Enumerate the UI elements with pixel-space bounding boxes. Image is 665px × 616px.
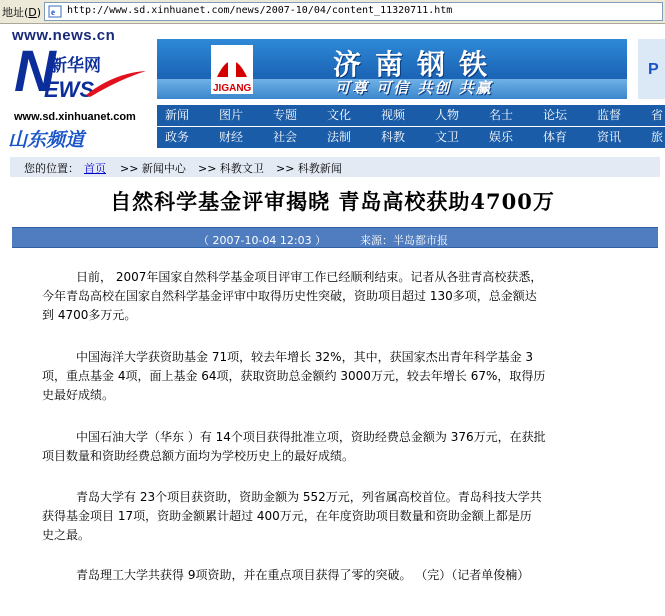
- svg-text:e: e: [51, 7, 55, 17]
- article-source: 来源：半岛都市报: [360, 234, 448, 247]
- logo-ews: EWS: [44, 77, 95, 102]
- nav-item[interactable]: 社会: [273, 130, 298, 144]
- nav-item[interactable]: 科教: [381, 130, 406, 144]
- nav-item[interactable]: 旅: [651, 130, 664, 144]
- xinhua-logo[interactable]: [4, 25, 154, 153]
- nav-row-2: [157, 127, 665, 148]
- jigang-logo-icon: [211, 45, 253, 83]
- address-bar: [0, 0, 665, 24]
- nav-item[interactable]: 财经: [219, 130, 244, 144]
- paragraph-line: 获得基金项目 17项，资助金额累计超过 400万元，在年度资助项目数量和资助金额上都是历: [42, 509, 532, 523]
- breadcrumb-item[interactable]: >> 新闻中心: [120, 162, 186, 175]
- paragraph-line: 今年青岛高校在国家自然科学基金评审中取得历史性突破，资助项目超过 130多项，总金额达: [42, 289, 537, 303]
- nav-item[interactable]: 体育: [543, 130, 568, 144]
- article-paragraph: [42, 488, 630, 544]
- paragraph-line: 青岛理工大学共获得 9项资助，并在重点项目获得了零的突破。 （完）（记者单俊楠）: [76, 568, 530, 582]
- nav-item[interactable]: 论坛: [543, 108, 568, 122]
- nav-item[interactable]: 专题: [273, 108, 298, 122]
- swoosh-icon: [84, 69, 148, 99]
- article-info-bar: [12, 227, 658, 248]
- paragraph-line: 史之最。: [42, 528, 91, 542]
- nav-item[interactable]: 文化: [327, 108, 352, 122]
- banner-slogan: 可尊 可信 共创 共赢: [335, 79, 493, 97]
- paragraph-line: 项，重点基金 4项，面上基金 64项，获取资助总金额约 3000万元，较去年增长 67%，取得历: [42, 369, 546, 383]
- nav-row-1: [157, 105, 665, 126]
- logo-brand: 新华网: [50, 56, 101, 76]
- article-paragraph: [42, 348, 630, 404]
- channel-nav: [157, 105, 665, 149]
- address-input[interactable]: [44, 2, 663, 21]
- breadcrumb-item[interactable]: >> 科教新闻: [276, 162, 342, 175]
- nav-item[interactable]: 资讯: [597, 130, 622, 144]
- page-icon: [48, 5, 62, 18]
- nav-item[interactable]: 法制: [327, 130, 352, 144]
- article-paragraph: [42, 566, 630, 586]
- article-paragraph: [42, 268, 630, 324]
- paragraph-line: 项目数量和资助经费总额方面均为学校历史上的最好成绩。: [42, 449, 355, 463]
- nav-item[interactable]: 省: [651, 108, 664, 122]
- paragraph-line: 中国海洋大学获资助基金 71项，较去年增长 32%，其中，获国家杰出青年科学基金 3: [76, 350, 534, 364]
- article-paragraph: [42, 428, 630, 466]
- article-date: （ 2007-10-04 12:03 ）: [198, 234, 327, 247]
- nav-item[interactable]: 新闻: [165, 108, 190, 122]
- breadcrumb: [10, 157, 660, 177]
- paragraph-line: 日前， 2007年国家自然科学基金项目评审工作已经顺利结束。记者从各驻青高校获悉，: [76, 270, 543, 284]
- nav-item[interactable]: 人物: [435, 108, 460, 122]
- logo-channel: 山东频道: [8, 129, 85, 151]
- logo-www: www.news.cn: [12, 27, 116, 44]
- paragraph-line: 青岛大学有 23个项目获资助，资助金额为 552万元，列省属高校首位。青岛科技大学共: [76, 490, 542, 504]
- nav-item[interactable]: 娱乐: [489, 130, 514, 144]
- paragraph-line: 史最好成绩。: [42, 388, 115, 402]
- nav-item[interactable]: 名士: [489, 108, 514, 122]
- nav-item[interactable]: 监督: [597, 108, 622, 122]
- article-title: 自然科学基金评审揭晓 青岛高校获助4700万: [110, 189, 555, 214]
- banner-title: 济南钢铁: [333, 48, 502, 81]
- address-label: 地址(D): [2, 6, 42, 19]
- nav-item[interactable]: 文卫: [435, 130, 460, 144]
- nav-item[interactable]: 政务: [165, 130, 190, 144]
- address-url: http://www.sd.xinhuanet.com/news/2007-10/04/content_11320711.htm: [67, 5, 453, 16]
- breadcrumb-home[interactable]: 首页: [84, 162, 106, 175]
- logo-sd-url: www.sd.xinhuanet.com: [14, 111, 136, 123]
- paragraph-line: 中国石油大学（华东 ）有 14个项目获得批准立项，资助经费总金额为 376万元，在获批: [76, 430, 546, 444]
- jigang-logo-text: JIGANG: [213, 83, 252, 94]
- breadcrumb-label: 您的位置：: [24, 162, 79, 175]
- breadcrumb-home-link[interactable]: [84, 160, 106, 176]
- jigang-ad-banner[interactable]: [157, 39, 627, 99]
- paragraph-line: 到 4700多万元。: [42, 308, 137, 322]
- site-header: [0, 25, 665, 155]
- side-ad-banner[interactable]: [638, 39, 665, 99]
- nav-item[interactable]: 视频: [381, 108, 406, 122]
- breadcrumb-item[interactable]: >> 科教文卫: [198, 162, 264, 175]
- logo-big-letter: N: [14, 39, 56, 104]
- nav-item[interactable]: 图片: [219, 108, 244, 122]
- side-ad-letter: P: [648, 61, 659, 78]
